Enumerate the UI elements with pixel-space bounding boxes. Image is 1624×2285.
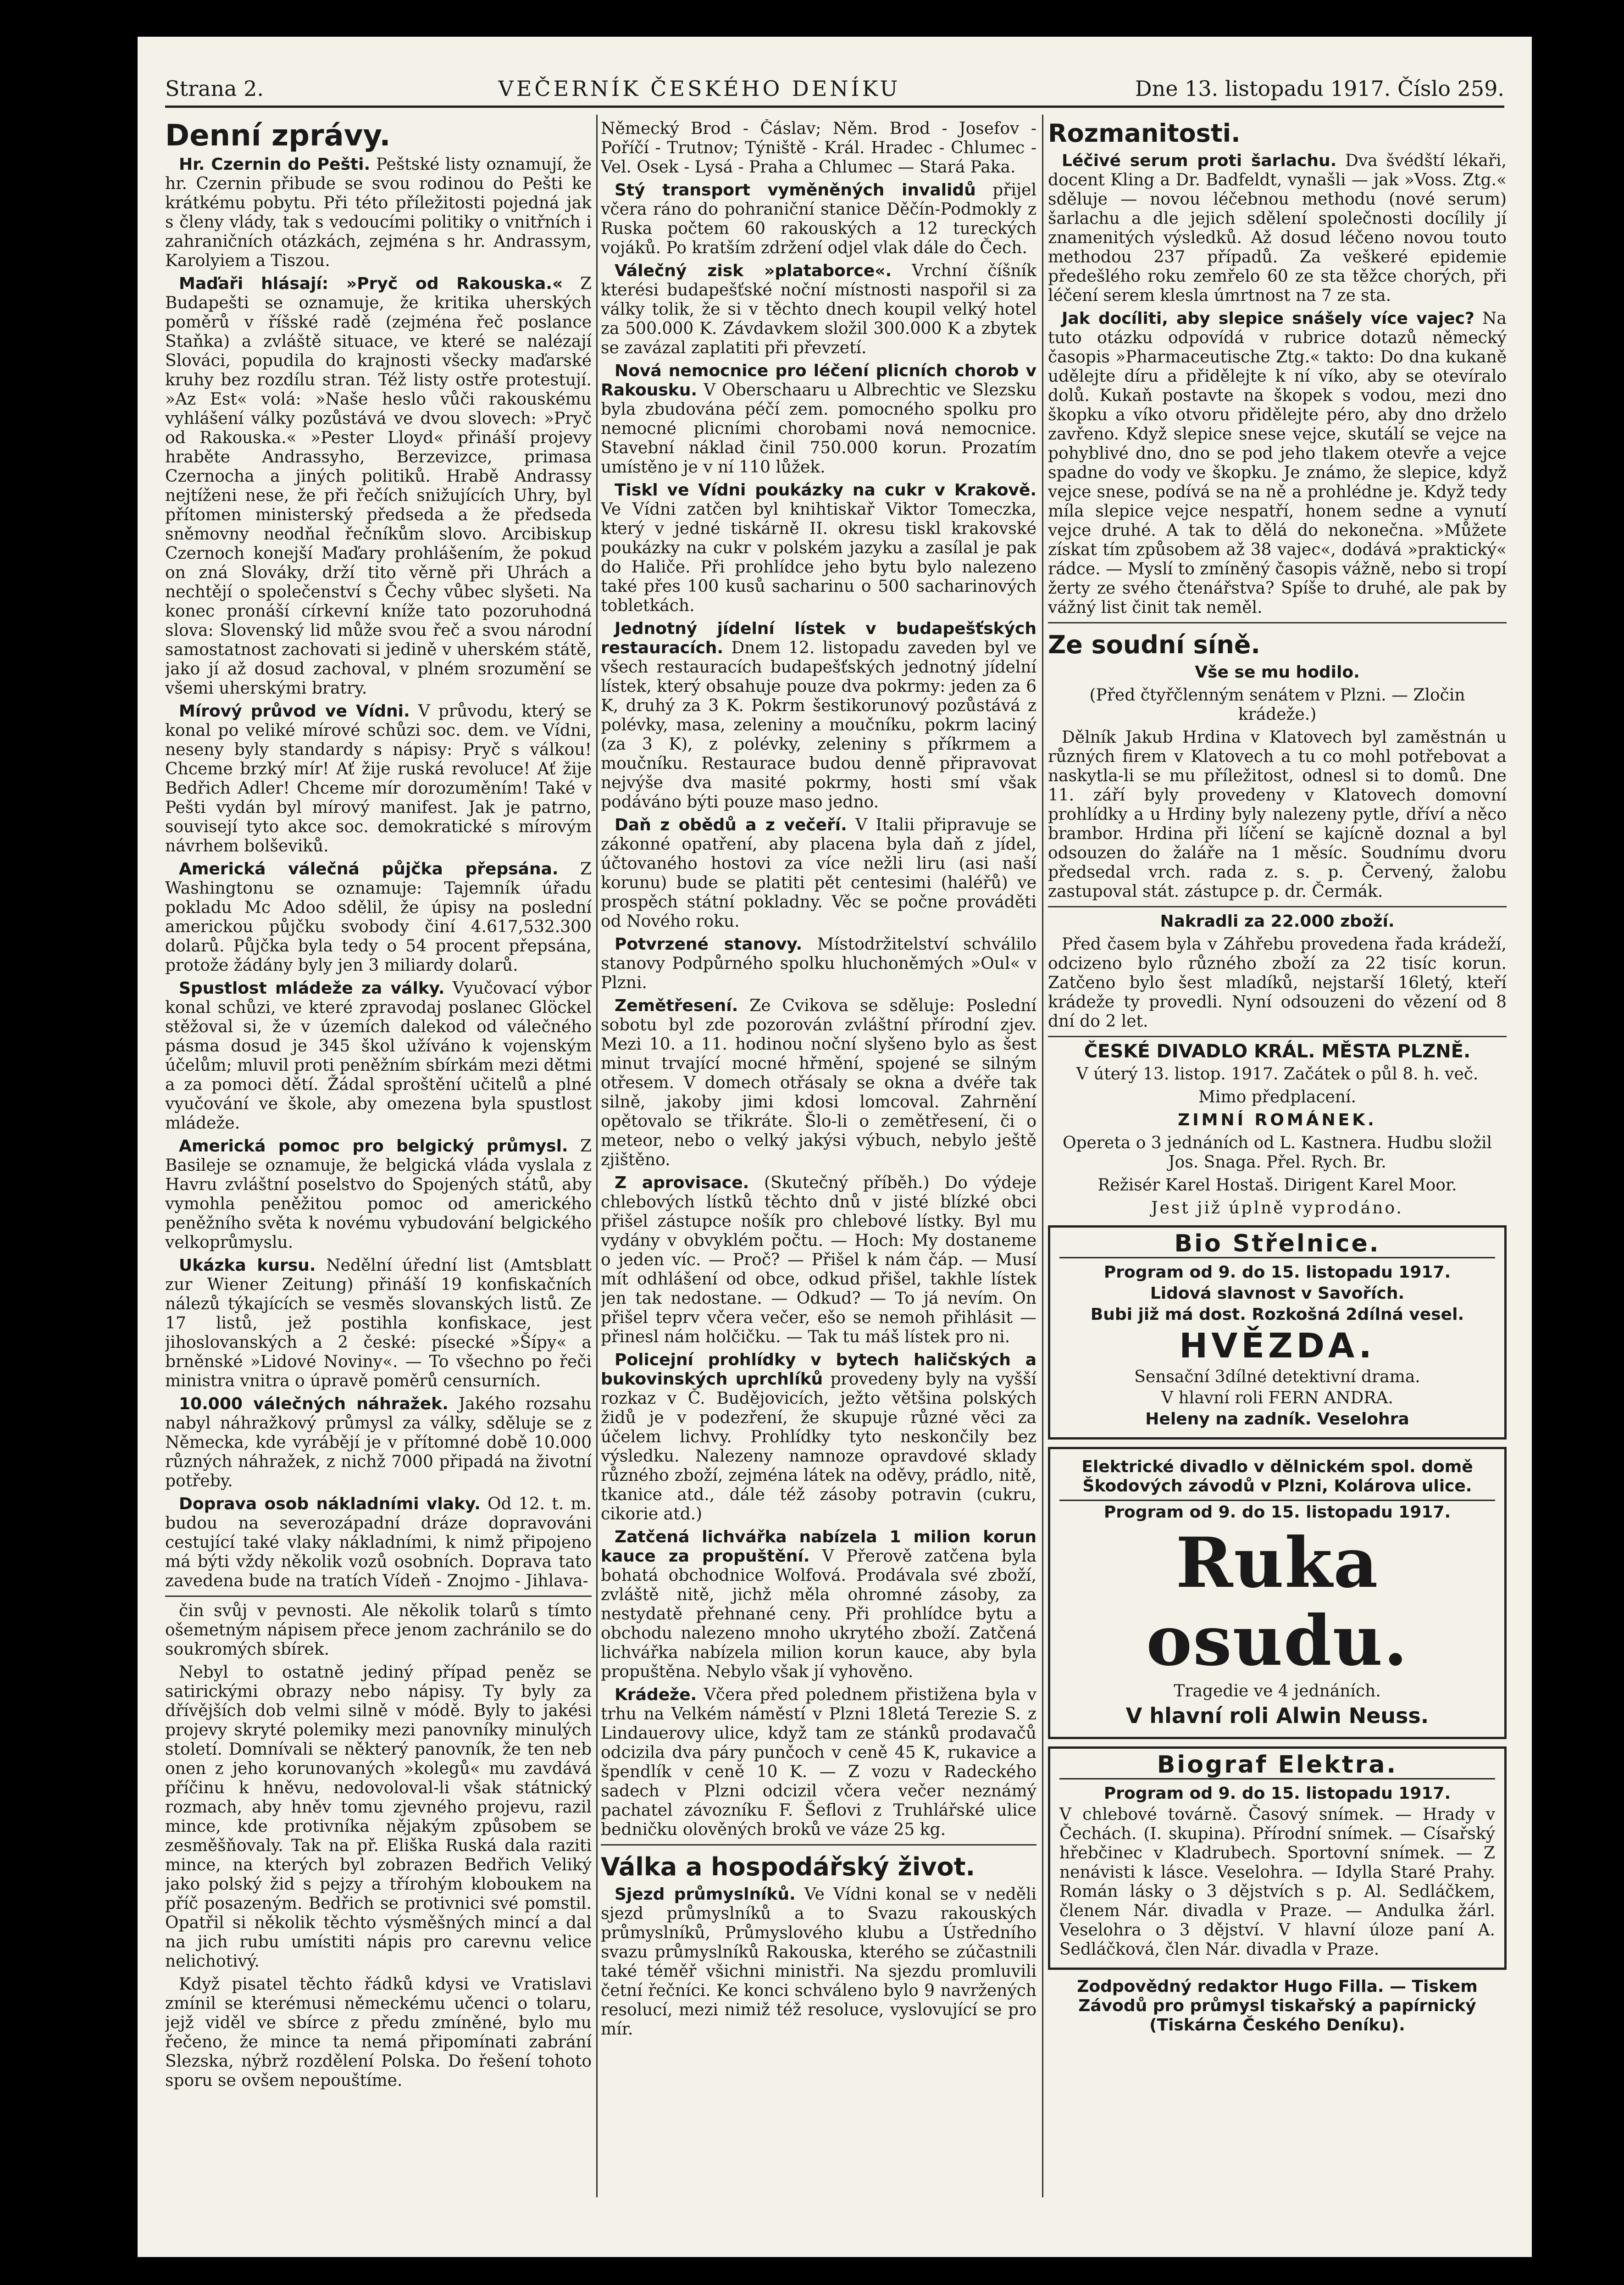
- article: Americká pomoc pro belgický průmysl. Z Basileje se oznamuje, že belgická vláda vyslala z Havru zvláštní poselstvo do Spojených států, aby vymohla peněžitou pomoc od amerického peněžního světa k novému vybudování belgického velkoprůmyslu.: [165, 1137, 592, 1252]
- theatre-line: Jest již úplně vyprodáno.: [1151, 1199, 1403, 1218]
- cinema-listing: V chlebové továrně. Časový snímek. — Hrady v Čechách. (I. skupina). Přírodní snímek. — Císařský hřebčinec v Kladrubech. Sportovní snímek. — Z nenávisti k lásce. Veselohra. — Idylla Staré Prahy. Román lásky o 3 dějstvích s p. Al. Sedláčkem, členem Nár. divadla v Praze. — Andulka žárl. Veselohra o 3 dějství. V hlavní úloze paní A. Sedláčková, člen Nár. divadla v Praze.: [1059, 1805, 1495, 1959]
- theatre-notice: [1048, 1042, 1507, 1218]
- theatre-line: Režisér Karel Hostaš. Dirigent Karel Moor.: [1097, 1176, 1457, 1195]
- article: Stý transport vyměněných invalidů přijel včera ráno do pohraniční stanice Děčín-Podmokly z Ruska počtem 60 rakouských a 12 tureckých vojáků. Po kratším zdržení odjel vlak dále do Čech.: [601, 181, 1036, 257]
- article: Sjezd průmyslníků. Ve Vídni konal se v neděli sjezd průmyslníků a to Svazu rakouských průmyslníků, Průmyslového klubu a Ústředního svazu průmyslníků Rakouska, kterého se zúčastnili také téměř všichni ministři. Na sjezdu promluvili četní řečníci. Ke konci schváleno bylo 9 navržených resolucí, mezi nimiž též resoluce, vyslovující se pro mír.: [601, 1885, 1036, 2039]
- cinema-ad-elektra: [1048, 1746, 1507, 1970]
- article: Ukázka kursu. Nedělní úřední list (Amtsblatt zur Wiener Zeitung) přináší 19 konfiskačních nálezů týkajících se vesměs slovanských listů. Ze 17 listů, jež postihla konfiskace, jest jihoslovanských a 2 české: písecké »Šípy« a brněnské »Lidové Noviny«. — To všechno po řeči ministra vnitra o úpravě poměrů censurních.: [165, 1256, 592, 1390]
- article-continuation: Když pisatel těchto řádků kdysi ve Vratislavi zmínil se kterémusi německému učenci o tolaru, jejž viděl ve sbírce z předu zmíněné, bylo mu řečeno, že mince ta nemá připomínati zabrání Slezska, nýbrž rozdělení Polska. Do řešení tohoto sporu se ovšem nepouštíme.: [165, 1975, 592, 2090]
- divider: [1048, 1036, 1507, 1037]
- page-header: [165, 64, 1504, 108]
- article: Léčivé serum proti šarlachu. Dva švédští lékaři, docent Kling a Dr. Badfeldt, vynašli — jak »Voss. Ztg.« sděluje — novou léčebnou methodu (nové serum) šarlachu a dle jejich sdělení společnosti docílily jí znamenitých výsledků. Až dosud léčeno novou touto methodou 237 případů. Za veškeré epidemie předešlého roku zemřelo 60 ze sta těžce chorých, při léčení serem klesla úmrtnost na 7 ze sta.: [1048, 151, 1507, 305]
- cinema-program: Program od 9. do 15. listopadu 1917.: [1103, 1503, 1451, 1522]
- theatre-title: ČESKÉ DIVADLO KRÁL. MĚSTA PLZNĚ.: [1084, 1041, 1471, 1062]
- article: Policejní prohlídky v bytech haličských a bukovinských uprchlíků provedeny byly na vyšší rozkaz v Č. Budějovicích, ježto většina polských židů je v podezření, že skupuje různé věci za účelem lichvy. Prohlídky tyto neskončily bez výsledku. Nalezeny namnoze opravdové sklady různého zboží, zejména látek na oděvy, prádlo, nitě, tkanice atd., dále též zásoby potravin (cukru, cikorie atd.): [601, 1351, 1036, 1523]
- column-rule: [1042, 115, 1043, 2197]
- theft-title: Nakradli za 22.000 zboží.: [1160, 912, 1395, 931]
- article-continuation: čin svůj v pevnosti. Ale několik tolarů s tímto ošemetným nápisem přece jenom zachránilo se do soukromých sbírek.: [165, 1601, 592, 1659]
- article: Zatčená lichvářka nabízela 1 milion korun kauce za propuštění. V Přerově zatčena byla bohatá obchodnice Wolfová. Prodávala své zboží, zvláště nitě, jichž měla ohromné zásoby, za nestydatě přehnané ceny. Při prohlídce bytu a obchodu nalezeno mnoho ukrytého zboží. Zatčená lichvářka nabízela milion korun kauce, aby byla propuštěna. Nebylo však jí vyhověno.: [601, 1528, 1036, 1681]
- cinema-line: V hlavní roli Alwin Neuss.: [1125, 1703, 1429, 1728]
- cinema-title: Elektrické divadlo v dělnickém spol. domě Škodových závodů v Plzni, Kolárova ulice.: [1059, 1457, 1495, 1501]
- column-rule: [596, 115, 598, 2197]
- article: Válečný zisk »plataborce«. Vrchní číšník kterési budapešťské noční místnosti naspořil si za války tolik, že si v těchto dnech koupil velký hotel za 500.000 K. Závdavkem složil 300.000 K a zbytek se zavázal zaplatiti při převzetí.: [601, 261, 1036, 357]
- article: Potvrzené stanovy. Místodržitelství schválilo stanovy Podpůrného spolku hluchoněmých »Oul« v Plzni.: [601, 935, 1036, 992]
- section-title-miscellany: Rozmanitosti.: [1048, 119, 1241, 148]
- divider: [601, 1844, 1036, 1846]
- cinema-program: Program od 9. do 15. listopadu 1917.: [1103, 1784, 1451, 1803]
- imprint: Zodpovědný redaktor Hugo Filla. — Tiskem Závodů pro průmysl tiskařský a papírnický (Tiskárna Českého Deníku).: [1077, 1977, 1478, 2035]
- cinema-program: Program od 9. do 15. listopadu 1917.: [1103, 1263, 1451, 1282]
- section-title-daily-news: Denní zprávy.: [165, 119, 391, 153]
- article: Maďaři hlásají: »Pryč od Rakouska.« Z Budapešti se oznamuje, že kritika uherských poměrů v říšské radě (zejména řeč poslance Staňka) a zvláště situace, ve které se nalézají Slováci, popudila do krajnosti všecky maďarské kruhy bez rozdílu stran. Též listy ostře protestují. »Az Est« volá: »Naše heslo vůči rakouskému vyhlášení války pozůstává ve dvou slovech: »Pryč od Rakouska.« »Pester Lloyd« přináší projevy hraběte Andrassyho, Berzevizce, primasa Czernocha a jiných politiků. Hrabě Andrassy nejtíženi nese, že při řečích snižujících Uhry, byl přítomen ministerský předseda a že předseda sněmovny neodňal řečníkům slovo. Arcibiskup Czernoch konejší Maďary prohlášením, že pokud on zná Slováky, drží tito věrně při Uhrách a nechtějí o společenství s Čechy vůbec slyšeti. Na konec pronáší církevní kníže tato pozoruhodná slova: Slovenský lid může svou řeč a svou národní samostatnost zachovati si jedině v uherském státě, jako jí až dosud zachoval, v plném srozumění se všemi uherskými bratry.: [165, 274, 592, 698]
- article: Mírový průvod ve Vídni. V průvodu, který se konal po veliké mírové schůzi soc. dem. ve Vídni, neseny byly standardy s nápisy: Pryč s válkou! Chceme brzký mír! Ať žije ruská revoluce! Ať žije Bedřich Adler! Chceme mír dorozuměním! Také v Pešti vydán byl mírový manifest. Jak je patrno, souvisejí tyto akce soc. demokratické s mírovým návrhem bolševiků.: [165, 702, 592, 856]
- cinema-ad-bio-strelnice: [1048, 1225, 1507, 1440]
- article-continuation: Německý Brod - Čáslav; Něm. Brod - Josefov - Poříčí - Trutnov; Týniště - Král. Hradec - Chlumec - Vel. Osek - Lysá - Praha a Chlumec — Stará Paka.: [601, 119, 1036, 177]
- cinema-title: Biograf Elektra.: [1059, 1755, 1495, 1779]
- masthead: VEČERNÍK ČESKÉHO DENÍKU: [498, 76, 901, 101]
- column-2: [601, 119, 1036, 2193]
- divider: [1048, 622, 1507, 623]
- theatre-line: Mimo předplacení.: [1198, 1088, 1356, 1106]
- article: Tiskl ve Vídni poukázky na cukr v Krakově. Ve Vídni zatčen byl knihtiskař Viktor Tomeczka, který v jedné tiskárně II. okresu tiskl krakovské poukázky na cukr v polském jazyku a zasílal je pak do Haliče. Při prohlídce jeho bytu bylo nalezeno také přes 100 kusů sacharinu o 500 sacharinových tobletkách.: [601, 481, 1036, 615]
- article: Spustlost mládeže za války. Vyučovací výbor konal schůzi, ve které zpravodaj poslanec Glöckel stěžoval si, že v územích dalekod od válečného pásma dosud je 345 škol užíváno k vojenským účelům; mluvil proti peněžním sbírkám mezi dětmi a za pomoci dětí. Žádal sproštění učitelů a plné vyučování ve škole, aby omezena byla spustlost mládeže.: [165, 979, 592, 1133]
- cinema-feature: HVĚZDA.: [1179, 1326, 1375, 1366]
- cinema-line: V hlavní roli FERN ANDRA.: [1161, 1389, 1393, 1407]
- article: Krádeže. Včera před polednem přistižena byla v trhu na Velkém náměstí v Plzni 18letá Terezie S. z Lindauerovy ulice, když tam ze stánků prodavačů odcizila dva páry punčoch v ceně 45 K, rukavice a špendlík v ceně 10 K. — Z vozu v Radeckého sadech v Plzni odcizil včera večer neznámý pachatel závozníku F. Šeflovi z Truhlářské ulice bedničku olověných broků ve váze 25 kg.: [601, 1685, 1036, 1839]
- article: Doprava osob nákladními vlaky. Od 12. t. m. budou na severozápadní dráze dopravováni cestující také vlaky nákladními, k nimž připojeno má býti vždy několik vozů osobních. Doprava tato zavedena bude na tratích Vídeň - Znojmo - Jihlava-: [165, 1495, 592, 1590]
- cinema-line: Tragedie ve 4 jednáních.: [1174, 1682, 1381, 1701]
- article: Daň z obědů a z večeří. V Italii připravuje se zákonné opatření, aby placena byla daň z jídel, účtovaného hostovi za více nežli liru (asi naší korunu) bude se platiti pět centesimi (haléřů) ve prospěch státní pokladny. Věc se počne prováděti od Nového roku.: [601, 816, 1036, 931]
- article: 10.000 válečných náhražek. Jakého rozsahu nabyl náhražkový průmysl za války, sděluje se z Německa, kde vyrábějí je v přítomné době 10.000 různých náhražek, z nichž 7000 připadá na životní potřeby.: [165, 1395, 592, 1490]
- article: Nová nemocnice pro léčení plicních chorob v Rakousku. V Oberschaaru u Albrechtic ve Slezsku byla zbudována péčí zem. pomocného spolku pro nemocné plicními chorobami nová nemocnice. Stavební náklad činil 750.000 korun. Prozatím umístěno je v ní 110 lůžek.: [601, 361, 1036, 477]
- article: Americká válečná půjčka přepsána. Z Washingtonu se oznamuje: Tajemník úřadu pokladu Mc Adoo sdělil, že úpisy na poslední americkou půjčku svobody činí 4.617,532.300 dolarů. Půjčka byla tedy o 54 procent přepsána, protože žádány byly jen 3 miliardy dolarů.: [165, 860, 592, 975]
- court-article: Dělník Jakub Hrdina v Klatovech byl zaměstnán u různých firem v Klatovech a tu co mohl potřebovat a naskytla-li se mu příležitost, odnesl si to domů. Dne 11. září byly provedeny v Klatovech domovní prohlídky a u Hrdiny byly nalezeny pytle, dříví a něco brambor. Hrdina při líčení se kajícně doznal a byl odsouzen do žaláře na 1 měsíc. Soudnímu dvoru předsedal vrch. rada z. s. p. Červený, žalobu zastupoval stát. zástupce p. dr. Čermák.: [1048, 728, 1507, 901]
- cinema-ad-elektricke-divadlo: [1048, 1447, 1507, 1739]
- court-subtitle: Vše se mu hodilo.: [1195, 663, 1360, 682]
- article: Zemětřesení. Ze Cvikova se sděluje: Poslední sobotu byl zde pozorován zvláštní přírodní zjev. Mezi 10. a 11. hodinou noční slyšeno bylo as šest minut trvající mocné hřmění, spojené se silným otřesem. V domech otřásaly se okna a dvéře tak silně, jakoby jimi kdosi lomcoval. Zahrnění opětovalo se třikráte. Šlo-li o zemětřesení, či o meteor, nebo o velký jakýsi výbuch, nebylo ještě zjištěno.: [601, 996, 1036, 1169]
- cinema-line: Bubi již má dost. Rozkošná 2dílná vesel.: [1090, 1305, 1464, 1324]
- section-title-war-economy: Válka a hospodářský život.: [601, 1852, 975, 1881]
- cinema-line: Sensační 3dílné detektivní drama.: [1134, 1368, 1420, 1386]
- column-1: [165, 119, 592, 2193]
- divider: [165, 1596, 592, 1597]
- article: Jednotný jídelní lístek v budapešťských restauracích. Dnem 12. listopadu zaveden byl ve všech restauracích budapešťských jednotný jídelní lístek, který obsahuje pouze dva pokrmy: jeden za 6 K, druhý za 3 K. Pokrm šestikorunový pozůstává z polévky, masa, zeleniny a moučníku, pokrm laciný (za 3 K), z polévky, zeleniny s příkrmem a moučníku. Restaurace budou denně připravovat nejvýše dva masité pokrmy, hosti smí však podáváno býti pouze maso jedno.: [601, 619, 1036, 812]
- court-parenthetical: (Před čtyřčlenným senátem v Plzni. — Zločin krádeže.): [1089, 686, 1465, 724]
- article: Z aprovisace. (Skutečný příběh.) Do výdeje chlebových lístků těchto dnů v jisté blízké obci přišel zástupce nošík pro chlebové lístky. Byl mu vydány v obvyklém počtu. — Hoch: My dostaneme o jeden víc. — Proč? — Přišel k nám čáp. — Musí mít odhlášení od obce, odkud přišel, takhle lístek jen tak nedostane. — Odkud? — To já nevím. On přišel teprv včera večer, ešo se nemoh přihlásit — přinesl nám holčičku. — Tak tu máš lístek pro ni.: [601, 1173, 1036, 1346]
- page-number: Strana 2.: [165, 76, 264, 101]
- divider: [1048, 906, 1507, 907]
- theatre-line: V úterý 13. listop. 1917. Začátek o půl 8. h. več.: [1076, 1065, 1479, 1084]
- cinema-feature: Ruka osudu.: [1146, 1523, 1408, 1681]
- theatre-play: ZIMNÍ ROMÁNEK.: [1178, 1111, 1377, 1129]
- cinema-line: Lidová slavnost v Savořích.: [1150, 1284, 1405, 1303]
- article: Jak docíliti, aby slepice snášely více vajec? Na tuto otázku odpovídá v rubrice dotazů německý časopis »Pharmaceutische Ztg.« takto: Do dna kukaně udělejte díru a přidělejte k ní víko, aby se otevíralo dolů. Kukaň postavte na škopek s vodou, mezi dno škopku a víko otvoru přidělejte péro, aby dno drželo zavřeno. Když slepice snese vejce, skutálí se vejce na pohyblivé dno, dno se pod jeho tlakem otevře a vejce spadne do vody ve škopku. Je známo, že slepice, když vejce snese, podívá se na ně a prohlédne je. Když tedy míla slepice vejce nespatří, honem sedne a vynutí vejce druhé. A tak to dělá do nekonečna. »Můžete získat tím způsobem až 38 vajec«, dodává »praktický« rádce. — Myslí to zmíněný časopis vážně, nebo si tropí žerty ze svého čtenářstva? Spíše to druhé, ale pak by vážný list činit tak neměl.: [1048, 309, 1507, 617]
- cinema-line: Heleny na zadník. Veselohra: [1145, 1410, 1409, 1429]
- theatre-line: Opereta o 3 jednáních od L. Kastnera. Hudbu složil Jos. Snaga. Přel. Rych. Br.: [1062, 1134, 1492, 1172]
- section-title-court: Ze soudní síně.: [1048, 630, 1260, 659]
- article: Hr. Czernin do Pešti. Peštské listy oznamují, že hr. Czernin přibude se svou rodinou do Pešti ke krátkému pobytu. Při této příležitosti pojedná jak s členy vlády, tak s vedoucími politiky o vnitřních i zahraničních otázkách, zejména s hr. Andrassym, Karolyiem a Tiszou.: [165, 155, 592, 270]
- newspaper-page: [138, 37, 1532, 2257]
- article-continuation: Nebyl to ostatně jediný případ peněz se satirickými obrazy nebo nápisy. Ty byly za dřívějších dob velmi silně v módě. Byly to jakési projevy skryté polemiky mezi panovníky minulých století. Domnívali se některý panovník, že ten neb onen z jeho korunovaných »kolegů« mu zavdává příčinu k hněvu, nedovoloval-li však státnický rozmach, aby hněv tomu zjevného projevu, razil mince, kde protivníka nějakým způsobem se zesměšňovaly. Tak na př. Eliška Ruská dala raziti mince, na kterých byl zobrazen Bedřich Veliký jako polský žid s pejzy a třírohým kloboukem na příč posazeným. Bedřich se protivnici své pomstil. Opatřil si několik těchto výsměšných mincí a dal na jich rubu umístiti nápis pro carevnu velice nelichotivý.: [165, 1663, 592, 1971]
- theft-article: Před časem byla v Záhřebu provedena řada krádeží, odcizeno bylo různého zboží za 22 tisíc korun. Zatčeno bylo šest mladíků, nejstarší 16letý, kteří krádeže ty provedli. Nyní odsouzeni do vězení od 8 dní do 2 let.: [1048, 935, 1507, 1031]
- cinema-title: Bio Střelnice.: [1059, 1234, 1495, 1258]
- column-3: [1048, 119, 1507, 2193]
- issue-date: Dne 13. listopadu 1917. Číslo 259.: [1135, 76, 1504, 101]
